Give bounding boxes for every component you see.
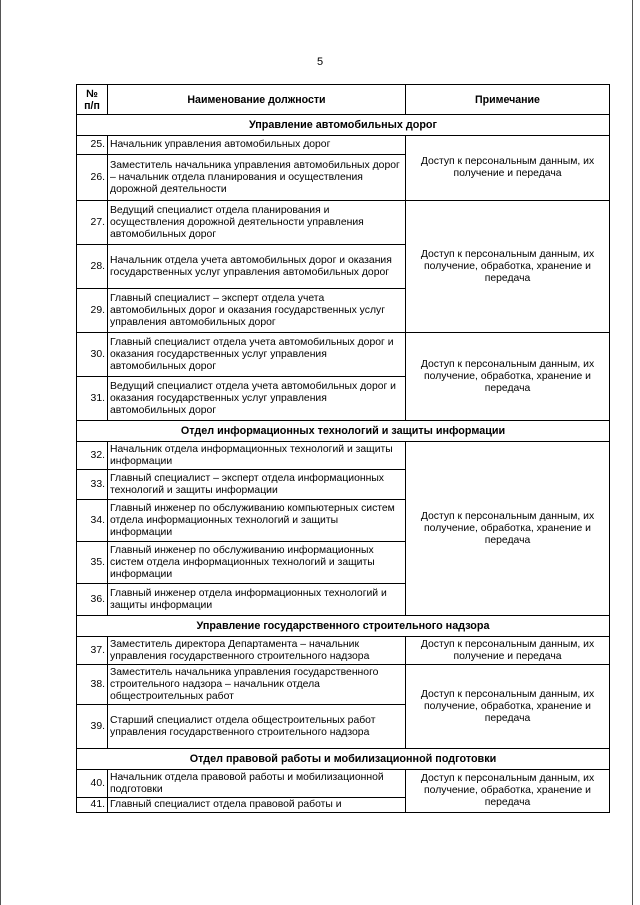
section-title: Отдел правовой работы и мобилизационной подготовки [77, 749, 610, 770]
section-title: Отдел информационных технологий и защиты информации [77, 421, 610, 442]
section-row [77, 115, 610, 136]
row-number: 32. [77, 442, 108, 470]
row-number: 30. [77, 333, 108, 377]
position-name: Главный специалист отдела правовой работы и [108, 798, 406, 813]
position-name: Главный специалист – эксперт отдела информационных технологий и защиты информации [108, 470, 406, 500]
position-name: Заместитель директора Департамента – начальник управления государственного строительного надзора [108, 637, 406, 665]
header-num [77, 85, 108, 115]
scan-right-edge [632, 0, 633, 905]
row-number: 31. [77, 377, 108, 421]
position-name: Заместитель начальника управления государственного строительного надзора – начальник отдела общестроительных работ [108, 665, 406, 705]
table-row [77, 637, 610, 665]
row-number: 25. [77, 136, 108, 155]
access-note: Доступ к персональным данным, их получение, обработка, хранение и передача [406, 442, 610, 616]
access-note: Доступ к персональным данным, их получение и передача [406, 637, 610, 665]
position-name: Начальник отдела правовой работы и мобилизационной подготовки [108, 770, 406, 798]
table-row [77, 201, 610, 245]
access-note: Доступ к персональным данным, их получение и передача [406, 136, 610, 201]
row-number: 37. [77, 637, 108, 665]
header-note: Примечание [406, 85, 610, 115]
table-row [77, 333, 610, 377]
row-number: 38. [77, 665, 108, 705]
table-row [77, 770, 610, 798]
access-note: Доступ к персональным данным, их получение, обработка, хранение и передача [406, 665, 610, 749]
row-number: 34. [77, 500, 108, 542]
section-title: Управление автомобильных дорог [77, 115, 610, 136]
table-row [77, 442, 610, 470]
position-name: Заместитель начальника управления автомобильных дорог – начальник отдела планирования и осуществления дорожной деятельности [108, 155, 406, 201]
page-number: 5 [316, 56, 324, 68]
section-title: Управление государственного строительного надзора [77, 616, 610, 637]
position-name: Старший специалист отдела общестроительных работ управления государственного строительного надзора [108, 705, 406, 749]
position-name: Начальник отдела учета автомобильных дорог и оказания государственных услуг управления автомобильных дорог [108, 245, 406, 289]
row-number: 26. [77, 155, 108, 201]
header-num-line1: № [86, 87, 98, 100]
table-header-row [77, 85, 610, 115]
position-name: Начальник управления автомобильных дорог [108, 136, 406, 155]
row-number: 41. [77, 798, 108, 813]
header-name: Наименование должности [108, 85, 406, 115]
section-row [77, 616, 610, 637]
position-name: Главный инженер по обслуживанию информационных систем отдела информационных технологий и защиты информации [108, 542, 406, 584]
access-note: Доступ к персональным данным, их получение, обработка, хранение и передача [406, 770, 610, 813]
position-name: Главный специалист – эксперт отдела учета автомобильных дорог и оказания государственных услуг управления автомобильных дорог [108, 289, 406, 333]
row-number: 28. [77, 245, 108, 289]
row-number: 39. [77, 705, 108, 749]
table-row [77, 665, 610, 705]
access-note: Доступ к персональным данным, их получение, обработка, хранение и передача [406, 201, 610, 333]
section-row [77, 749, 610, 770]
position-name: Главный специалист отдела учета автомобильных дорог и оказания государственных услуг управления автомобильных дорог [108, 333, 406, 377]
position-name: Главный инженер по обслуживанию компьютерных систем отдела информационных технологий и защиты информации [108, 500, 406, 542]
table-row [77, 136, 610, 155]
positions-table [76, 84, 610, 813]
position-name: Ведущий специалист отдела учета автомобильных дорог и оказания государственных услуг управления автомобильных дорог [108, 377, 406, 421]
row-number: 33. [77, 470, 108, 500]
access-note: Доступ к персональным данным, их получение, обработка, хранение и передача [406, 333, 610, 421]
section-row [77, 421, 610, 442]
scan-left-edge [0, 0, 1, 905]
position-name: Главный инженер отдела информационных технологий и защиты информации [108, 584, 406, 616]
row-number: 29. [77, 289, 108, 333]
row-number: 27. [77, 201, 108, 245]
position-name: Начальник отдела информационных технологий и защиты информации [108, 442, 406, 470]
row-number: 40. [77, 770, 108, 798]
row-number: 35. [77, 542, 108, 584]
row-number: 36. [77, 584, 108, 616]
header-num-line2: п/п [84, 99, 100, 112]
position-name: Ведущий специалист отдела планирования и осуществления дорожной деятельности управления автомобильных дорог [108, 201, 406, 245]
